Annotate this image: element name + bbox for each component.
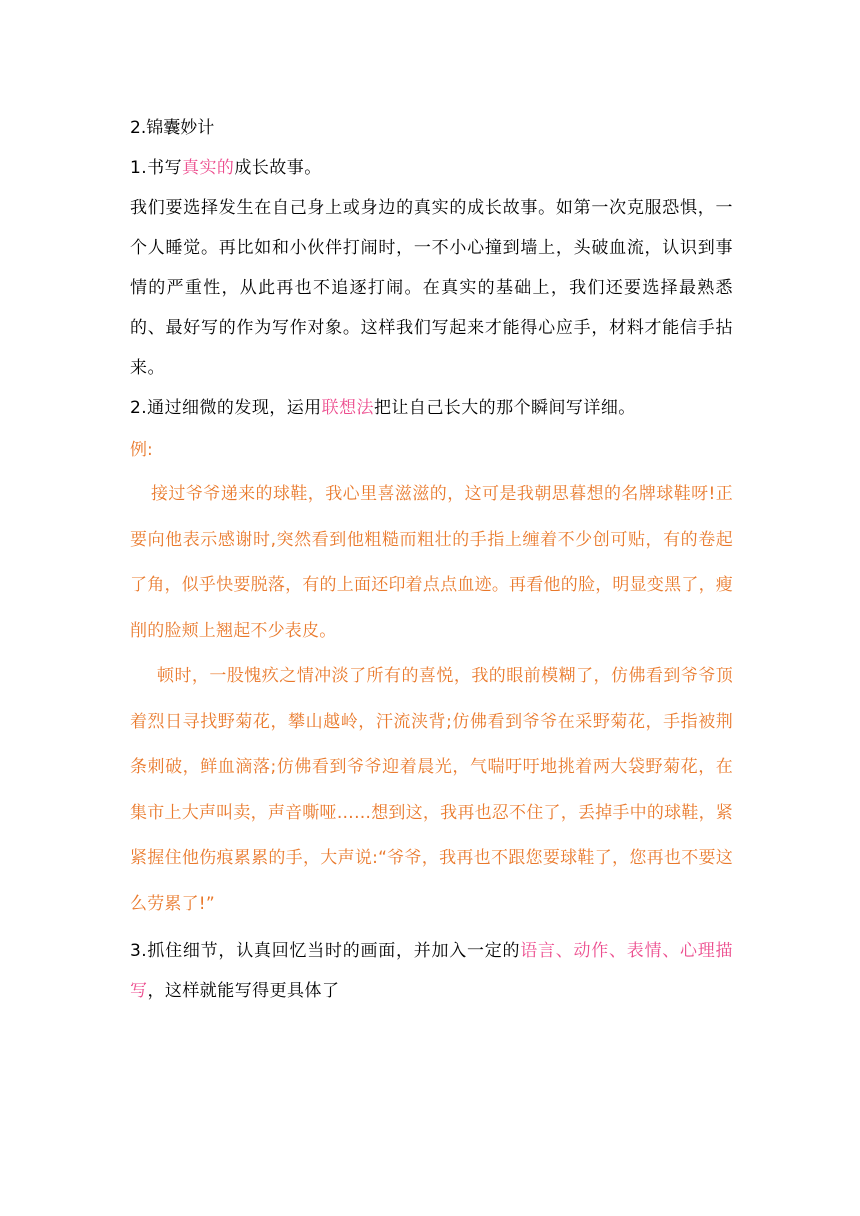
tip-2-highlight: 联想法 xyxy=(321,398,374,418)
tip-1-prefix: 1.书写 xyxy=(130,158,183,178)
tip-2-heading xyxy=(130,388,733,428)
example-label: 例: xyxy=(130,440,153,460)
example-paragraph-2: 顿时，一股愧疚之情冲淡了所有的喜悦，我的眼前模糊了，仿佛看到爷爷顶着烈日寻找野菊花，攀山越岭，汗流浃背;仿佛看到爷爷在采野菊花，手指被荆条刺破，鲜血滴落;仿佛看到爷爷迎着晨光，气喘吁吁地挑着两大袋野菊花，在集市上大声叫卖，声音嘶哑……想到这，我再也忍不住了，丢掉手中的球鞋，紧紧握住他伤痕累累的手，大声说:“爷爷，我再也不跟您要球鞋了，您再也不要这么劳累了!” xyxy=(130,666,733,914)
tip-3-prefix: 3.抓住细节，认真回忆当时的画面，并加入一定的 xyxy=(130,941,521,961)
tip-3-highlight: 语言、动作、表情、心理描写 xyxy=(130,941,733,1001)
tip-1-heading xyxy=(130,148,733,188)
tip-1-highlight: 真实的 xyxy=(182,158,235,178)
document-page xyxy=(130,108,733,1011)
tip-3-heading xyxy=(130,931,733,1011)
section-title: 2.锦囊妙计 xyxy=(130,118,215,138)
tip-2-suffix: 把让自己长大的那个瞬间写详细。 xyxy=(373,398,636,418)
tip-1-body: 我们要选择发生在自己身上或身边的真实的成长故事。如第一次克服恐惧，一个人睡觉。再比如和小伙伴打闹时，一不小心撞到墙上，头破血流，认识到事情的严重性，从此再也不追逐打闹。在真实的基础上，我们还要选择最熟悉的、最好写的作为写作对象。这样我们写起来才能得心应手，材料才能信手拈来。 xyxy=(130,198,733,378)
tip-3-suffix: ，这样就能写得更具体了 xyxy=(147,981,340,1001)
example-paragraph-1: 接过爷爷递来的球鞋，我心里喜滋滋的，这可是我朝思暮想的名牌球鞋呀!正要向他表示感谢时,突然看到他粗糙而粗壮的手指上缠着不少创可贴，有的卷起了角，似乎快要脱落，有的上面还印着点点血迹。再看他的脸，明显变黑了，瘦削的脸颊上翘起不少表皮。 xyxy=(130,484,733,641)
tip-2-prefix: 2.通过细微的发现，运用 xyxy=(130,398,322,418)
tip-1-suffix: 成长故事。 xyxy=(234,158,322,178)
